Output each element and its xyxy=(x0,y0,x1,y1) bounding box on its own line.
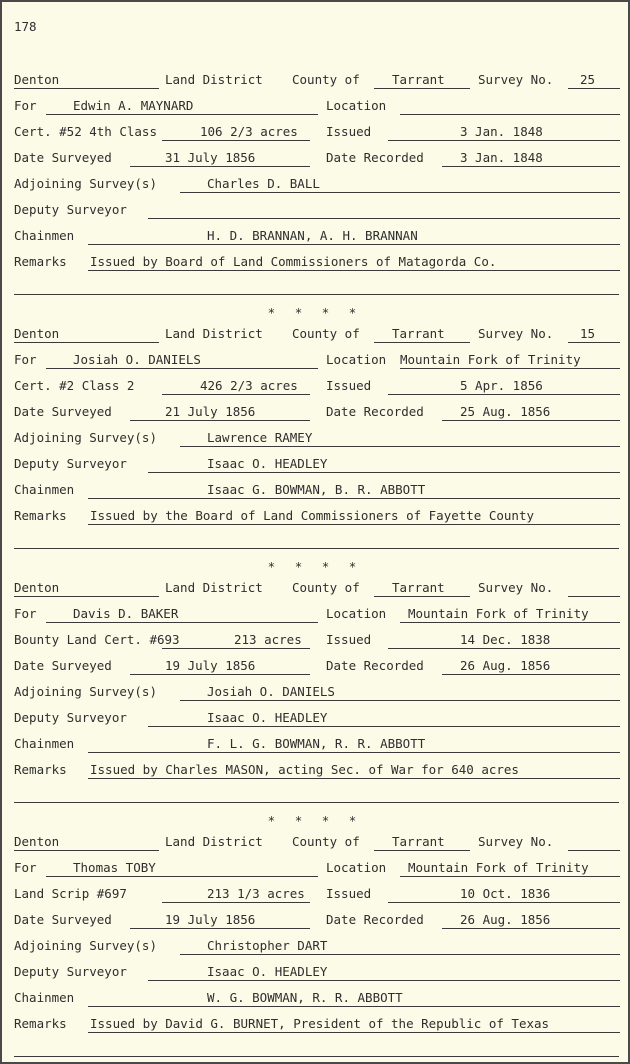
location-label: Location xyxy=(326,606,387,621)
for-value: Josiah O. DANIELS xyxy=(73,352,201,367)
district-value: Denton xyxy=(14,326,60,341)
for-value: Davis D. BAKER xyxy=(73,606,179,621)
county-label: County of xyxy=(292,72,360,87)
remarks-label: Remarks xyxy=(14,254,67,269)
remarks-value: Issued by the Board of Land Commissioners of Fayette County xyxy=(90,508,535,523)
for-label: For xyxy=(14,606,37,621)
location-value: Mountain Fork of Trinity xyxy=(408,606,589,621)
remarks-value: Issued by Board of Land Commissioners of Matagorda Co. xyxy=(90,254,497,269)
adjoining-value: Christopher DART xyxy=(207,938,328,953)
issued-value: 3 Jan. 1848 xyxy=(460,124,543,139)
date-recorded-label: Date Recorded xyxy=(326,658,424,673)
deputy-label: Deputy Surveyor xyxy=(14,964,127,979)
chainmen-label: Chainmen xyxy=(14,990,75,1005)
date-recorded-value: 3 Jan. 1848 xyxy=(460,150,543,165)
issued-label: Issued xyxy=(326,378,372,393)
date-recorded-label: Date Recorded xyxy=(326,912,424,927)
survey-no-value: 15 xyxy=(580,326,596,341)
record-separator-line xyxy=(14,802,619,803)
adjoining-value: Josiah O. DANIELS xyxy=(207,684,335,699)
deputy-label: Deputy Surveyor xyxy=(14,202,127,217)
location-label: Location xyxy=(326,98,387,113)
chainmen-value: W. G. BOWMAN, R. R. ABBOTT xyxy=(207,990,403,1005)
land-district-label: Land District xyxy=(165,72,263,87)
district-value: Denton xyxy=(14,580,60,595)
county-value: Tarrant xyxy=(392,834,445,849)
survey-no-label: Survey No. xyxy=(478,834,554,849)
record-separator-line xyxy=(14,294,619,295)
cert-value: Bounty Land Cert. #693 xyxy=(14,632,180,647)
adjoining-label: Adjoining Survey(s) xyxy=(14,176,157,191)
issued-value: 10 Oct. 1836 xyxy=(460,886,551,901)
issued-label: Issued xyxy=(326,124,372,139)
cert-value: Cert. #2 Class 2 xyxy=(14,378,135,393)
county-label: County of xyxy=(292,834,360,849)
date-recorded-value: 26 Aug. 1856 xyxy=(460,912,551,927)
record-divider-stars: * * * * xyxy=(267,813,363,828)
page-number: 178 xyxy=(14,19,37,34)
date-surveyed-label: Date Surveyed xyxy=(14,658,112,673)
chainmen-value: Isaac G. BOWMAN, B. R. ABBOTT xyxy=(207,482,426,497)
date-recorded-value: 26 Aug. 1856 xyxy=(460,658,551,673)
for-value: Thomas TOBY xyxy=(73,860,156,875)
chainmen-value: H. D. BRANNAN, A. H. BRANNAN xyxy=(207,228,418,243)
district-value: Denton xyxy=(14,834,60,849)
date-recorded-value: 25 Aug. 1856 xyxy=(460,404,551,419)
chainmen-label: Chainmen xyxy=(14,482,75,497)
record-separator-line xyxy=(14,1056,619,1057)
location-value: Mountain Fork of Trinity xyxy=(408,860,589,875)
deputy-value: Isaac O. HEADLEY xyxy=(207,710,328,725)
location-value: Mountain Fork of Trinity xyxy=(400,352,581,367)
date-recorded-label: Date Recorded xyxy=(326,404,424,419)
for-label: For xyxy=(14,860,37,875)
date-surveyed-value: 31 July 1856 xyxy=(165,150,256,165)
record-divider-stars: * * * * xyxy=(267,305,363,320)
county-value: Tarrant xyxy=(392,580,445,595)
remarks-label: Remarks xyxy=(14,762,67,777)
date-surveyed-value: 19 July 1856 xyxy=(165,658,256,673)
record-divider-stars: * * * * xyxy=(267,559,363,574)
remarks-label: Remarks xyxy=(14,1016,67,1031)
remarks-label: Remarks xyxy=(14,508,67,523)
date-surveyed-value: 19 July 1856 xyxy=(165,912,256,927)
acres-value: 213 acres xyxy=(234,632,302,647)
county-value: Tarrant xyxy=(392,72,445,87)
chainmen-label: Chainmen xyxy=(14,736,75,751)
county-label: County of xyxy=(292,326,360,341)
issued-value: 14 Dec. 1838 xyxy=(460,632,551,647)
date-recorded-label: Date Recorded xyxy=(326,150,424,165)
for-value: Edwin A. MAYNARD xyxy=(73,98,194,113)
acres-value: 106 2/3 acres xyxy=(200,124,298,139)
county-value: Tarrant xyxy=(392,326,445,341)
survey-no-label: Survey No. xyxy=(478,580,554,595)
issued-value: 5 Apr. 1856 xyxy=(460,378,543,393)
county-label: County of xyxy=(292,580,360,595)
land-district-label: Land District xyxy=(165,326,263,341)
adjoining-value: Charles D. BALL xyxy=(207,176,320,191)
deputy-label: Deputy Surveyor xyxy=(14,456,127,471)
survey-no-value: 25 xyxy=(580,72,596,87)
location-label: Location xyxy=(326,860,387,875)
adjoining-value: Lawrence RAMEY xyxy=(207,430,313,445)
chainmen-value: F. L. G. BOWMAN, R. R. ABBOTT xyxy=(207,736,426,751)
adjoining-label: Adjoining Survey(s) xyxy=(14,684,157,699)
acres-value: 426 2/3 acres xyxy=(200,378,298,393)
date-surveyed-label: Date Surveyed xyxy=(14,150,112,165)
cert-value: Land Scrip #697 xyxy=(14,886,127,901)
location-label: Location xyxy=(326,352,387,367)
chainmen-label: Chainmen xyxy=(14,228,75,243)
date-surveyed-label: Date Surveyed xyxy=(14,912,112,927)
district-value: Denton xyxy=(14,72,60,87)
acres-value: 213 1/3 acres xyxy=(207,886,305,901)
deputy-value: Isaac O. HEADLEY xyxy=(207,456,328,471)
survey-no-label: Survey No. xyxy=(478,326,554,341)
survey-no-label: Survey No. xyxy=(478,72,554,87)
remarks-value: Issued by Charles MASON, acting Sec. of War for 640 acres xyxy=(90,762,519,777)
land-district-label: Land District xyxy=(165,834,263,849)
remarks-value: Issued by David G. BURNET, President of the Republic of Texas xyxy=(90,1016,550,1031)
date-surveyed-label: Date Surveyed xyxy=(14,404,112,419)
for-label: For xyxy=(14,352,37,367)
issued-label: Issued xyxy=(326,886,372,901)
deputy-label: Deputy Surveyor xyxy=(14,710,127,725)
adjoining-label: Adjoining Survey(s) xyxy=(14,938,157,953)
date-surveyed-value: 21 July 1856 xyxy=(165,404,256,419)
deputy-value: Isaac O. HEADLEY xyxy=(207,964,328,979)
cert-value: Cert. #52 4th Class xyxy=(14,124,157,139)
adjoining-label: Adjoining Survey(s) xyxy=(14,430,157,445)
record-separator-line xyxy=(14,548,619,549)
for-label: For xyxy=(14,98,37,113)
issued-label: Issued xyxy=(326,632,372,647)
land-district-label: Land District xyxy=(165,580,263,595)
